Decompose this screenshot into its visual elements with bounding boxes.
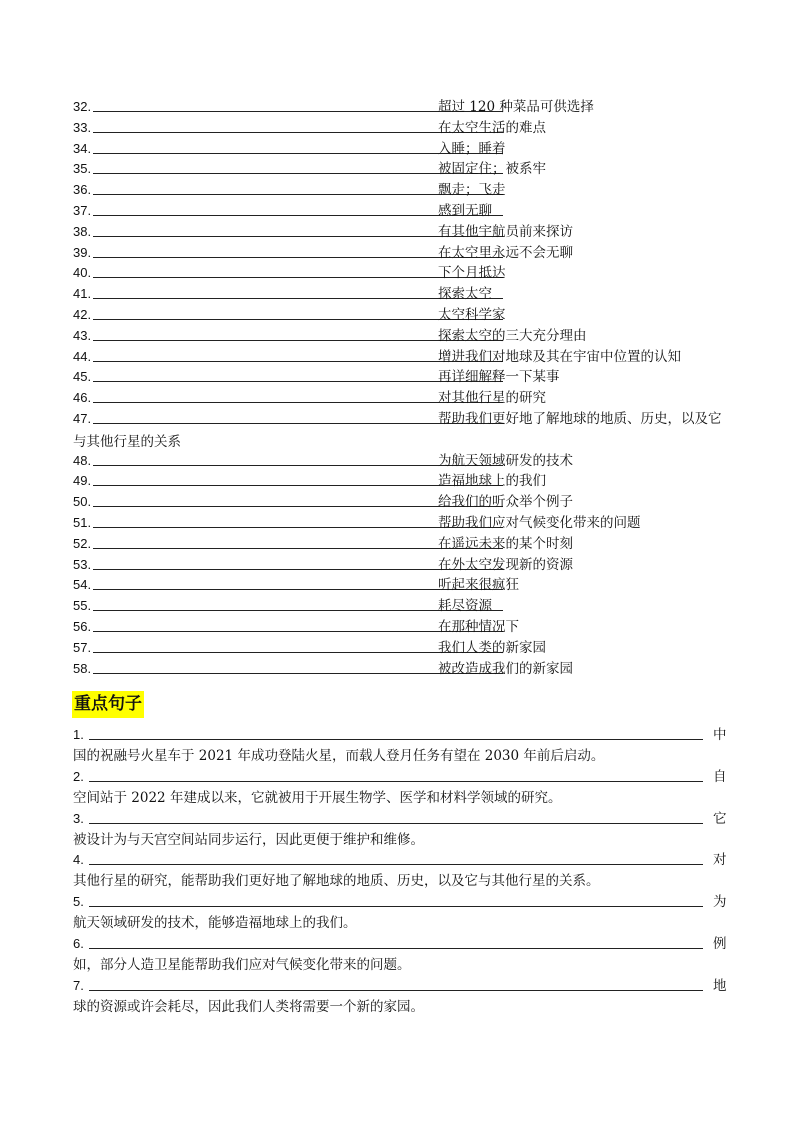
vocab-number: 53.: [73, 556, 92, 572]
vocab-meaning: 探索太空: [438, 286, 492, 303]
vocab-row: [73, 367, 733, 387]
vocab-row: [73, 638, 733, 658]
vocab-number: 51.: [73, 515, 92, 530]
vocab-row: [73, 263, 733, 283]
vocab-47-continuation: 与其他行星的关系: [73, 434, 181, 450]
sentence-translation: 如，部分人造卫星能帮助我们应对气候变化带来的问题。: [73, 957, 411, 973]
vocab-row: [73, 201, 733, 221]
sentence-answer-blank[interactable]: [89, 864, 703, 865]
section-heading: 重点句子: [72, 691, 144, 718]
sentence-translation: 球的资源或许会耗尽，因此我们人类将需要一个新的家园。: [73, 998, 424, 1015]
vocab-number: 41.: [73, 286, 92, 302]
sentence-row: [73, 976, 729, 996]
vocab-row: [73, 326, 733, 346]
vocab-meaning: 在那种情况下: [438, 619, 519, 635]
sentence-number: 1.: [73, 727, 84, 742]
sentence-lead-char: 为: [713, 894, 727, 911]
sentence-answer-blank[interactable]: [89, 781, 703, 782]
vocab-row: [73, 659, 733, 679]
sentence-answer-blank[interactable]: [89, 948, 703, 949]
sentence-row: [73, 809, 729, 829]
vocab-meaning: 在太空里永远不会无聊: [438, 244, 573, 261]
vocab-number: 34.: [73, 140, 92, 156]
vocab-row: [73, 575, 733, 595]
vocab-number: 39.: [73, 244, 92, 260]
sentence-answer-blank[interactable]: [89, 906, 703, 907]
vocab-meaning: 在外太空发现新的资源: [438, 556, 573, 573]
vocab-meaning: 超过 120 种菜品可供选择: [438, 99, 594, 115]
vocab-number: 49.: [73, 473, 92, 489]
vocab-number: 40.: [73, 265, 92, 281]
vocab-row: [73, 617, 733, 637]
vocab-meaning: 增进我们对地球及其在宇宙中位置的认知: [438, 348, 681, 365]
vocab-row: [73, 471, 733, 491]
vocab-meaning: 帮助我们更好地了解地球的地质、历史，以及它: [438, 411, 722, 427]
sentence-translation: 国的祝融号火星车于 2021 年成功登陆火星，而载人登月任务有望在 2030 年前后启动。: [73, 748, 605, 764]
sentence-number: 7.: [73, 977, 84, 993]
sentence-row: [73, 892, 729, 912]
vocab-number: 38.: [73, 223, 92, 239]
sentence-number: 4.: [73, 852, 84, 868]
sentence-translation: 其他行星的研究，能帮助我们更好地了解地球的地质、历史，以及它与其他行星的关系。: [73, 873, 600, 890]
sentence-row: [73, 934, 729, 954]
vocab-number: 52.: [73, 535, 92, 551]
vocab-meaning: 被改造成我们的新家园: [438, 660, 573, 677]
vocab-meaning: 再详细解释一下某事: [438, 369, 560, 386]
sentence-translation: 被设计为与天宫空间站同步运行，因此更便于维护和维修。: [73, 831, 424, 848]
vocab-row: [73, 305, 733, 325]
vocab-number: 55.: [73, 598, 92, 614]
vocab-number: 58.: [73, 660, 92, 676]
vocab-meaning: 感到无聊: [438, 203, 492, 219]
vocab-row: [73, 139, 733, 159]
vocab-row: [73, 409, 733, 429]
vocab-meaning: 听起来很疯狂: [438, 577, 519, 594]
vocab-number: 56.: [73, 619, 92, 634]
vocab-meaning: 飘走；飞走: [438, 182, 506, 199]
vocab-row: [73, 555, 733, 575]
sentence-lead-char: 它: [713, 810, 727, 827]
vocab-row: [73, 284, 733, 304]
vocab-row: [73, 180, 733, 200]
vocab-row: [73, 347, 733, 367]
vocab-row: [73, 513, 733, 533]
vocab-number: 43.: [73, 327, 92, 343]
vocab-number: 47.: [73, 411, 92, 426]
sentence-row: [73, 767, 729, 787]
vocab-number: 45.: [73, 369, 92, 385]
vocab-row: [73, 222, 733, 242]
vocab-number: 46.: [73, 390, 92, 406]
vocab-meaning: 下个月抵达: [438, 265, 506, 282]
sentence-answer-blank[interactable]: [89, 823, 703, 824]
vocab-meaning: 造福地球上的我们: [438, 473, 546, 490]
vocab-number: 42.: [73, 307, 92, 322]
vocab-number: 54.: [73, 577, 92, 593]
vocab-row: [73, 451, 733, 471]
vocab-meaning: 对其他行星的研究: [438, 390, 546, 407]
vocab-meaning: 耗尽资源: [438, 598, 492, 615]
sentence-lead-char: 例: [713, 936, 727, 952]
vocab-meaning: 帮助我们应对气候变化带来的问题: [438, 515, 641, 531]
vocab-number: 44.: [73, 348, 92, 364]
vocab-meaning: 太空科学家: [438, 307, 506, 323]
sentence-translation: 航天领域研发的技术，能够造福地球上的我们。: [73, 915, 357, 932]
vocab-meaning: 有其他宇航员前来探访: [438, 223, 573, 240]
vocab-number: 33.: [73, 119, 92, 135]
sentence-number: 3.: [73, 810, 84, 826]
vocab-row: [73, 596, 733, 616]
sentence-lead-char: 对: [713, 852, 727, 869]
vocab-meaning: 探索太空的三大充分理由: [438, 327, 587, 344]
vocab-number: 32.: [73, 99, 92, 114]
vocab-number: 50.: [73, 494, 92, 510]
vocab-meaning: 为航天领域研发的技术: [438, 452, 573, 469]
sentence-number: 6.: [73, 936, 84, 951]
vocab-meaning: 在遥远未来的某个时刻: [438, 535, 573, 552]
sentence-answer-blank[interactable]: [89, 739, 703, 740]
vocab-number: 35.: [73, 161, 92, 177]
vocab-row: [73, 243, 733, 263]
vocab-row: [73, 492, 733, 512]
vocab-row: [73, 118, 733, 138]
vocab-meaning: 我们人类的新家园: [438, 639, 546, 656]
sentence-translation: 空间站于 2022 年建成以来，它就被用于开展生物学、医学和材料学领域的研究。: [73, 789, 562, 806]
vocab-row: [73, 388, 733, 408]
sentence-answer-blank[interactable]: [89, 990, 703, 991]
sentence-row: [73, 725, 729, 745]
sentence-lead-char: 自: [713, 768, 727, 785]
vocab-number: 36.: [73, 182, 92, 198]
vocab-row: [73, 534, 733, 554]
vocab-number: 57.: [73, 639, 92, 655]
sentence-number: 2.: [73, 768, 84, 784]
sentence-lead-char: 地: [713, 977, 727, 994]
vocab-meaning: 在太空生活的难点: [438, 119, 546, 136]
sentence-row: [73, 850, 729, 870]
vocab-row: [73, 159, 733, 179]
sentence-number: 5.: [73, 894, 84, 910]
vocab-meaning: 给我们的听众举个例子: [438, 494, 573, 511]
vocab-row: [73, 97, 733, 117]
sentence-lead-char: 中: [713, 727, 727, 743]
vocab-number: 48.: [73, 452, 92, 468]
vocab-meaning: 入睡；睡着: [438, 140, 506, 157]
vocab-number: 37.: [73, 203, 92, 218]
vocab-meaning: 被固定住；被系牢: [438, 161, 546, 178]
